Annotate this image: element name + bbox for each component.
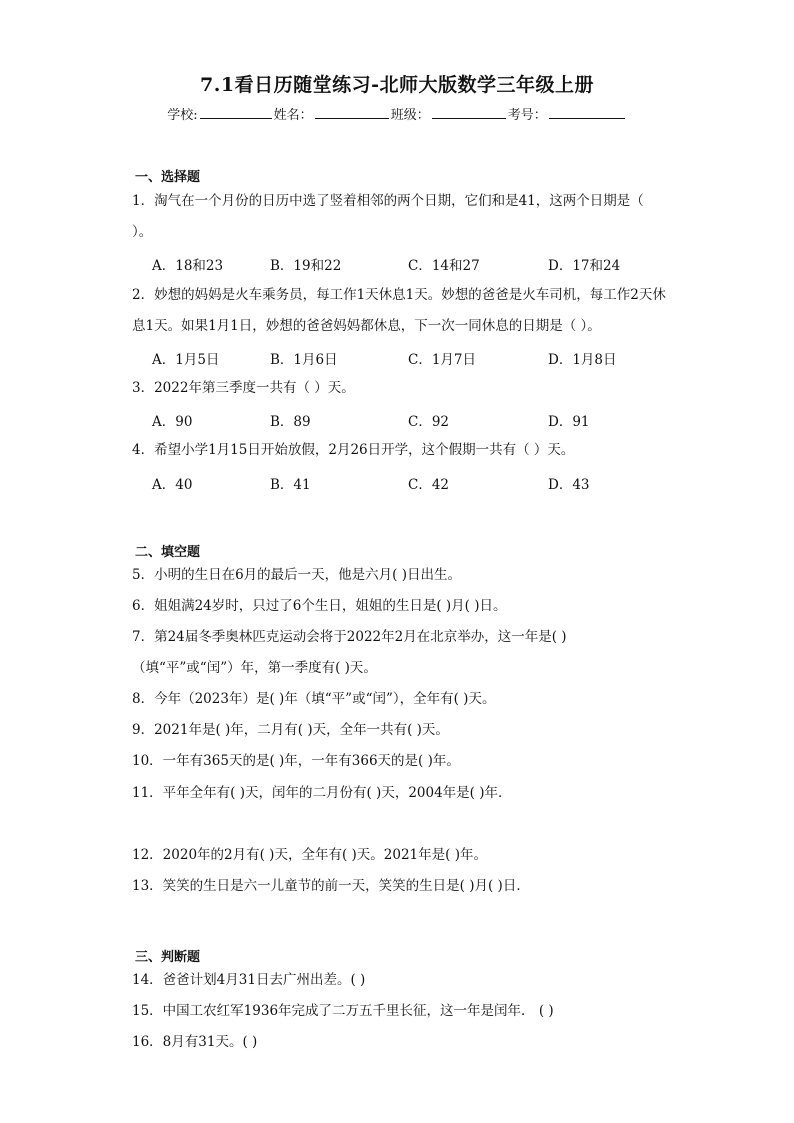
- question-8: 8．今年（2023年）是( )年（填“平”或“闰”），全年有( )天。: [132, 691, 496, 707]
- class-label: 班级：: [390, 108, 430, 123]
- option-d[interactable]: D．17和24: [548, 258, 621, 274]
- question-7: 7．第24届冬季奥林匹克运动会将于2022年2月在北京举办，这一年是( )（填“平”或“闰”）年，第一季度有( )天。: [132, 629, 567, 676]
- question-2: 2．妙想的妈妈是火车乘务员，每工作1天休息1天。妙想的爸爸是火车司机，每工作2天休息1天。如果1月1日，妙想的爸爸妈妈都休息，下一次一同休息的日期是（ ）。: [132, 287, 666, 334]
- option-b[interactable]: B．19和22: [270, 258, 342, 274]
- option-a[interactable]: A．40: [152, 477, 193, 493]
- option-c[interactable]: C．92: [408, 414, 450, 430]
- question-15: 15．中国工农红军1936年完成了二万五千里长征，这一年是闰年． ( ): [132, 1003, 554, 1019]
- option-d[interactable]: D．91: [548, 414, 590, 430]
- page-title: 7.1看日历随堂练习-北师大版数学三年级上册: [200, 74, 594, 96]
- question-12: 12．2020年的2月有( )天，全年有( )天。2021年是( )年。: [132, 847, 487, 863]
- question-6: 6．姐姐满24岁时，只过了6个生日，姐姐的生日是( )月( )日。: [132, 598, 507, 614]
- class-blank[interactable]: [432, 106, 506, 119]
- student-info-line: [0, 104, 794, 123]
- option-a[interactable]: A．90: [152, 414, 193, 430]
- school-label: 学校:: [167, 108, 198, 123]
- option-c[interactable]: C．1月7日: [408, 352, 477, 368]
- option-b[interactable]: B．89: [270, 414, 311, 430]
- question-16: 16．8月有31天。( ): [132, 1034, 258, 1050]
- question-11: 11．平年全年有( )天，闰年的二月份有( )天，2004年是( )年．: [132, 785, 512, 801]
- question-13: 13．笑笑的生日是六一儿童节的前一天，笑笑的生日是( )月( )日．: [132, 878, 530, 894]
- question-3: 3．2022年第三季度一共有（ ）天。: [132, 380, 355, 396]
- question-5: 5．小明的生日在6月的最后一天，他是六月( )日出生。: [132, 567, 462, 583]
- school-blank[interactable]: [200, 106, 272, 119]
- exam-no-label: 考号：: [507, 108, 547, 123]
- name-blank[interactable]: [315, 106, 389, 119]
- exam-no-blank[interactable]: [549, 106, 625, 119]
- option-b[interactable]: B．41: [270, 477, 311, 493]
- question-10: 10．一年有365天的是( )年，一年有366天的是( )年。: [132, 753, 460, 769]
- option-c[interactable]: C．14和27: [408, 258, 480, 274]
- option-a[interactable]: A．1月5日: [152, 352, 220, 368]
- section-heading-fill: 二、填空题: [135, 545, 201, 560]
- option-b[interactable]: B．1月6日: [270, 352, 338, 368]
- question-4: 4．希望小学1月15日开始放假，2月26日开学，这个假期一共有（ ）天。: [132, 442, 575, 458]
- name-label: 姓名：: [273, 108, 313, 123]
- question-1: 1．淘气在一个月份的日历中选了竖着相邻的两个日期，它们和是41，这两个日期是（ ）。: [132, 193, 644, 240]
- question-9: 9．2021年是( )年，二月有( )天，全年一共有( )天。: [132, 722, 449, 738]
- section-heading-choice: 一、选择题: [135, 170, 201, 185]
- option-c[interactable]: C．42: [408, 477, 450, 493]
- option-d[interactable]: D．1月8日: [548, 352, 617, 368]
- option-d[interactable]: D．43: [548, 477, 590, 493]
- section-heading-judge: 三、判断题: [135, 950, 201, 965]
- question-14: 14．爸爸计划4月31日去广州出差。( ): [132, 972, 366, 988]
- option-a[interactable]: A．18和23: [152, 258, 224, 274]
